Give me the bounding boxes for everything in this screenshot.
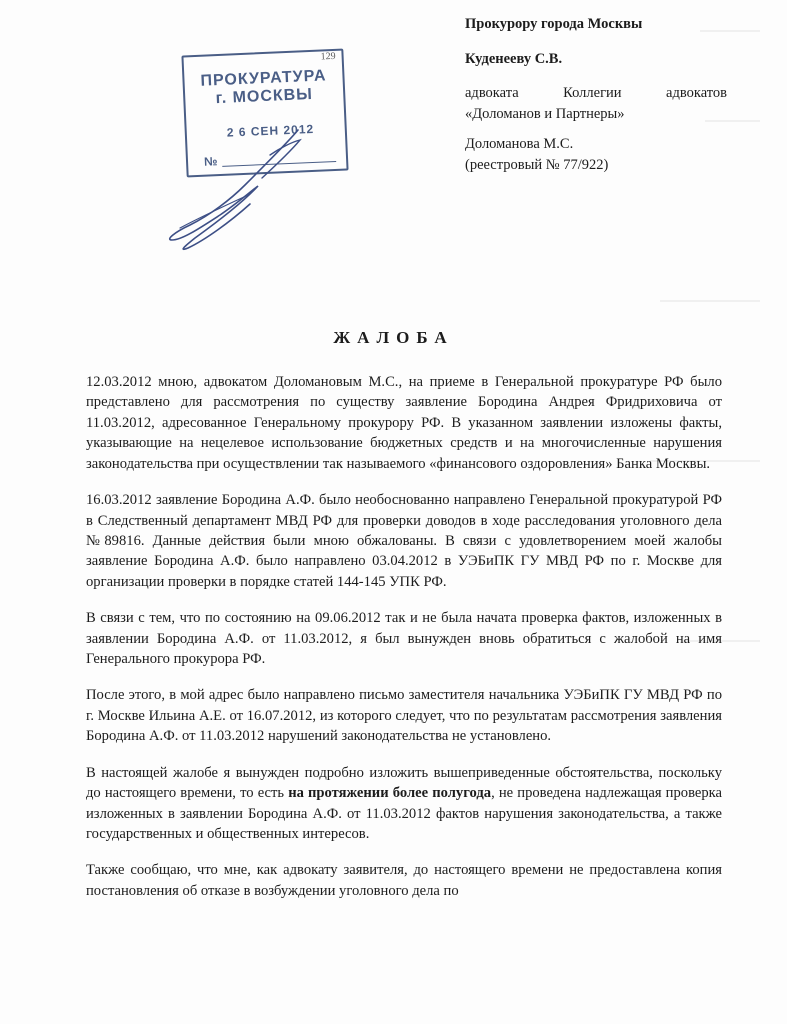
stamp-no-label: № [203, 154, 218, 169]
stamp-title-line2: г. МОСКВЫ [215, 85, 314, 108]
paragraph-text: , не проведена надлежащая проверка изложенных в заявлении Бородина А.Ф. от 11.03.2012 фактов нарушения законодательства, а также государственных и общественных интересов. [86, 785, 722, 843]
handwritten-signature [150, 100, 350, 260]
stamp-number: 129 [320, 50, 336, 63]
paragraph: Также сообщаю, что мне, как адвокату заявителя, до настоящего времени не предоставлена копия постановления об отказе в возбуждении уголовного дела по [86, 862, 722, 899]
document-body [86, 372, 722, 917]
paragraph-text: В настоящей жалобе я вынужден подробно изложить вышеприведенные обстоятельства, поскольку до настоящего времени, то есть [86, 764, 722, 802]
paragraph: 12.03.2012 мною, адвокатом Доломановым М.С., на приеме в Генеральной прокуратуре РФ было представлено для рассмотрения по существу заявление Бородина Андрея Фридриховича от 11.03.2012, адресованное Генеральному прокурору РФ. В указанном заявлении изложены факты, указывающие на нецелевое использование бюджетных средств и на многочисленные нарушения законодательства при осуществлении так называемого «финансового оздоровления» Банка Москвы. [86, 374, 722, 472]
sender-title: адвоката Коллегии адвокатов [465, 85, 727, 102]
sender-firm: «Доломанов и Партнеры» [465, 105, 625, 122]
paragraph: 16.03.2012 заявление Бородина А.Ф. было необоснованно направлено Генеральной прокуратурой РФ в Следственный департамент МВД РФ для проверки доводов в ходе расследования уголовного дела №89816. Данные действия были мною обжалованы. В связи с удовлетворением моей жалобы заявление Бородина А.Ф. было направлено 03.04.2012 в УЭБиПК ГУ МВД РФ по г. Москве для организации проверки в порядке статей 144-145 УПК РФ. [86, 492, 722, 590]
paragraph: В связи с тем, что по состоянию на 09.06.2012 так и не была начата проверка фактов, изложенных в заявлении Бородина А.Ф. от 11.03.2012, я был вынужден вновь обратиться с жалобой на имя Генерального прокурора РФ. [86, 610, 722, 668]
paragraph [86, 763, 722, 845]
document-title: ЖАЛОБА [333, 328, 454, 347]
emphasized-text: на протяжении более полугода [288, 785, 492, 802]
addressee-line: Прокурору города Москвы [465, 16, 643, 32]
stamp-date: 2 6 СЕН 2012 [226, 121, 315, 140]
stamp-title-line1: ПРОКУРАТУРА [200, 67, 327, 90]
sender-registry: (реестровый № 77/922) [465, 156, 609, 173]
addressee-name: Куденееву С.В. [465, 50, 563, 67]
paragraph: После этого, в мой адрес было направлено письмо заместителя начальника УЭБиПК ГУ МВД РФ по г. Москве Ильина А.Е. от 16.07.2012, из которого следует, что по результатам рассмотрения заявления Бородина А.Ф. от 11.03.2012 нарушений законодательства не установлено. [86, 687, 722, 745]
sender-name: Доломанова М.С. [465, 136, 574, 153]
addressee-block [465, 14, 727, 175]
scan-artifact [660, 300, 760, 302]
